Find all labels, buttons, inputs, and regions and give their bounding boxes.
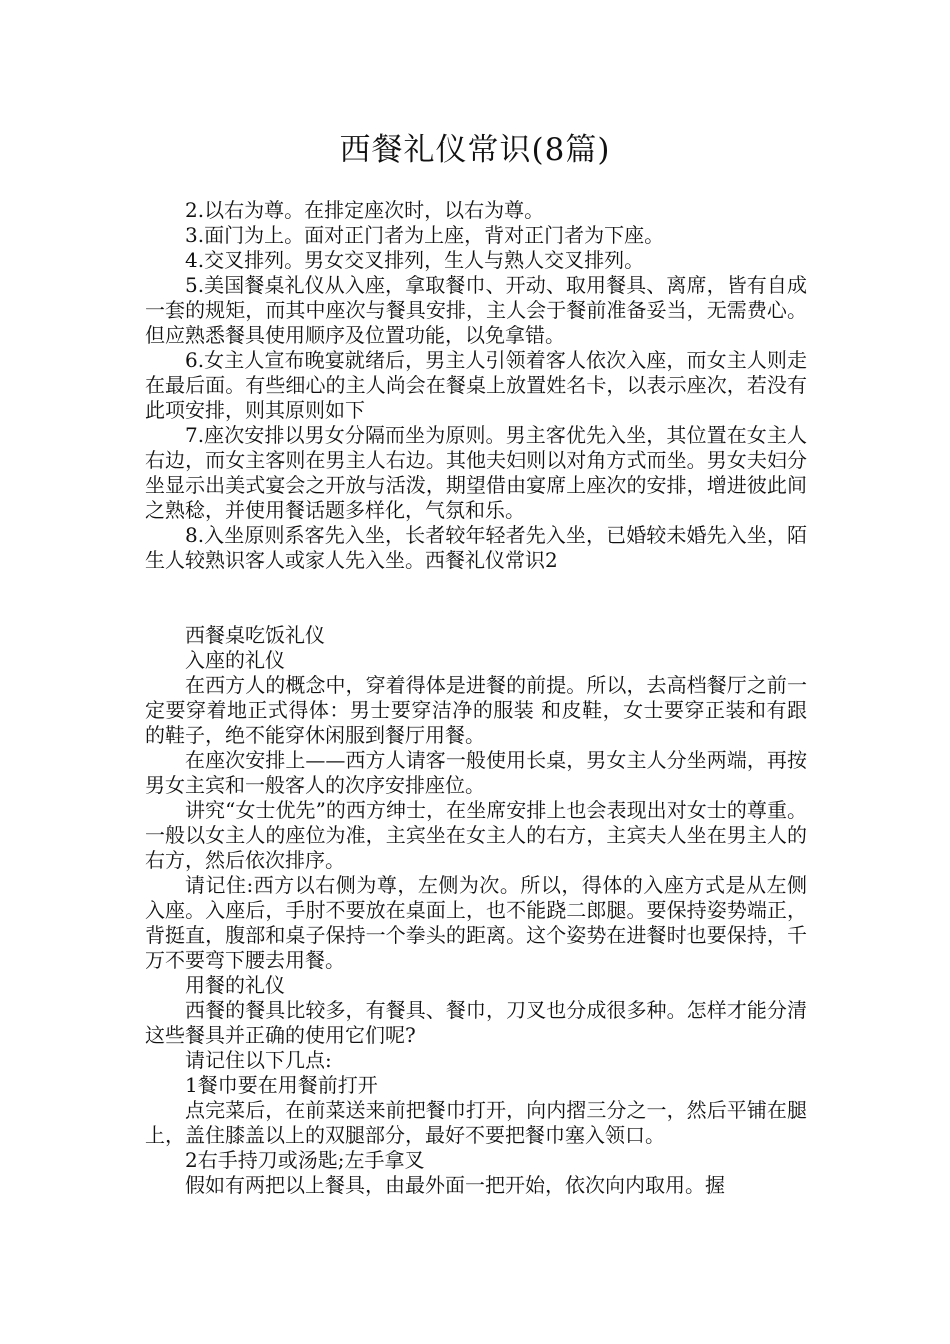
- paragraph: 请记住以下几点:: [185, 1048, 332, 1072]
- subsection-heading: 入座的礼仪: [185, 648, 285, 672]
- paragraph: 在座次安排上——西方人请客一般使用长桌，男女主人分坐两端，再按男女主宾和一般客人的次序安排座位。: [145, 748, 807, 797]
- subsection-heading: 用餐的礼仪: [185, 973, 285, 997]
- paragraph: 2.以右为尊。在排定座次时，以右为尊。: [185, 198, 545, 222]
- document-body: [145, 198, 807, 1198]
- paragraph: 点完菜后，在前菜送来前把餐巾打开，向内摺三分之一，然后平铺在腿上，盖住膝盖以上的双腿部分，最好不要把餐巾塞入领口。: [145, 1098, 807, 1147]
- paragraph: 6.女主人宣布晚宴就绪后，男主人引领着客人依次入座，而女主人则走在最后面。有些细心的主人尚会在餐桌上放置姓名卡，以表示座次，若没有此项安排，则其原则如下: [145, 348, 807, 422]
- section-gap: [145, 573, 807, 623]
- paragraph: 7.座次安排以男女分隔而坐为原则。男主客优先入坐，其位置在女主人右边，而女主客则在男主人右边。其他夫妇则以对角方式而坐。男女夫妇分坐显示出美式宴会之开放与活泼，期望借由宴席上座次的安排，增进彼此间之熟稔，并使用餐话题多样化，气氛和乐。: [145, 423, 807, 522]
- paragraph: 西餐的餐具比较多，有餐具、餐巾，刀叉也分成很多种。怎样才能分清这些餐具并正确的使用它们呢?: [145, 998, 807, 1047]
- paragraph: 在西方人的概念中，穿着得体是进餐的前提。所以，去高档餐厅之前一定要穿着地正式得体：男士要穿洁净的服装 和皮鞋，女士要穿正装和有跟的鞋子，绝不能穿休闲服到餐厅用餐。: [145, 673, 807, 747]
- paragraph: 3.面门为上。面对正门者为上座，背对正门者为下座。: [185, 223, 665, 247]
- paragraph: 假如有两把以上餐具，由最外面一把开始，依次向内取用。握: [185, 1173, 725, 1197]
- paragraph: 8.入坐原则系客先入坐，长者较年轻者先入坐，已婚较未婚先入坐，陌生人较熟识客人或家人先入坐。西餐礼仪常识2: [145, 523, 807, 572]
- document-title: 西餐礼仪常识(8篇): [339, 132, 611, 168]
- paragraph: 5.美国餐桌礼仪从入座，拿取餐巾、开动、取用餐具、离席，皆有自成一套的规矩，而其中座次与餐具安排，主人会于餐前准备妥当，无需费心。但应熟悉餐具使用顺序及位置功能，以免拿错。: [145, 273, 807, 347]
- paragraph: 讲究“女士优先”的西方绅士，在坐席安排上也会表现出对女士的尊重。一般以女主人的座位为准，主宾坐在女主人的右方，主宾夫人坐在男主人的右方，然后依次排序。: [145, 798, 807, 872]
- list-item-heading: 1餐巾要在用餐前打开: [185, 1073, 378, 1097]
- list-item-heading: 2右手持刀或汤匙;左手拿叉: [185, 1148, 425, 1172]
- paragraph: 请记住:西方以右侧为尊，左侧为次。所以，得体的入座方式是从左侧入座。入座后，手肘不要放在桌面上，也不能跷二郎腿。要保持姿势端正，背挺直，腹部和桌子保持一个拳头的距离。这个姿势在进餐时也要保持，千万不要弯下腰去用餐。: [145, 873, 807, 972]
- paragraph: 4.交叉排列。男女交叉排列，生人与熟人交叉排列。: [185, 248, 645, 272]
- section-heading: 西餐桌吃饭礼仪: [185, 623, 325, 647]
